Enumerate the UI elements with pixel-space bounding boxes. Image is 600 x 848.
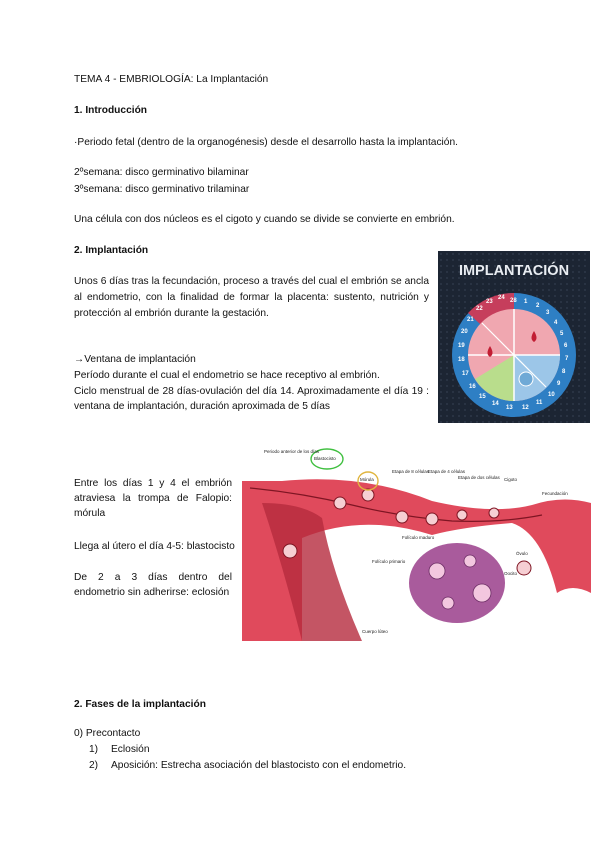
svg-text:22: 22 (476, 306, 483, 312)
paragraph: Una célula con dos núcleos es el cigoto y cuando se divide se convierte en embrión. (74, 214, 455, 225)
blastocyst-icon (283, 544, 297, 558)
embryo-icon (519, 372, 533, 386)
svg-text:7: 7 (565, 356, 569, 362)
list-text: Eclosión (111, 744, 150, 755)
svg-text:8: 8 (562, 369, 566, 375)
svg-text:3: 3 (546, 310, 550, 316)
list-item (89, 759, 406, 772)
svg-text:17: 17 (462, 371, 469, 377)
svg-text:2: 2 (536, 303, 540, 309)
svg-text:16: 16 (469, 384, 476, 390)
figure1-title: IMPLANTACIÓN (458, 263, 570, 279)
list-number: 2) (89, 760, 99, 771)
paragraph: 3ºsemana: disco germinativo trilaminar (74, 184, 250, 195)
svg-text:20: 20 (461, 329, 468, 335)
svg-text:19: 19 (458, 343, 465, 349)
svg-text:4: 4 (554, 320, 558, 326)
svg-text:24: 24 (498, 295, 505, 301)
svg-text:11: 11 (536, 400, 543, 406)
cell-stage-icon (396, 511, 408, 523)
figure-label: Cuerpo lúteo (362, 629, 388, 634)
morula-icon (362, 489, 374, 501)
figure-label: Cigoto (504, 477, 518, 482)
figure-label: Periodo anterior de los días (264, 449, 320, 454)
figure-label: Fecundación (542, 491, 568, 496)
svg-text:5: 5 (560, 331, 564, 337)
svg-text:13: 13 (506, 405, 513, 411)
figure-label: Óvulo (516, 551, 528, 556)
paragraph: De 2 a 3 días dentro del endometrio sin adherirse: eclosión (74, 572, 232, 598)
svg-text:12: 12 (522, 405, 529, 411)
paragraph: Unos 6 días tras la fecundación, proceso a través del cual el embrión se ancla al endometrio, con la finalidad de formar la placenta: sustento, nutrición y protección al embrión durante la gestación. (74, 276, 429, 319)
section-heading-intro: 1. Introducción (74, 105, 148, 116)
svg-text:9: 9 (557, 381, 561, 387)
figure-label: Folículo primario (372, 559, 406, 564)
cell-stage-icon (426, 513, 438, 525)
zygote-icon (489, 508, 499, 518)
svg-text:6: 6 (564, 343, 568, 349)
figure-label: Folículo maduro (402, 535, 435, 540)
ovary (409, 543, 505, 623)
paragraph: 0) Precontacto (74, 728, 141, 739)
paragraph: Ciclo menstrual de 28 días-ovulación del día 14. Aproximadamente el día 19 : ventana de implantación, duración aproximada de 5 días (74, 386, 429, 412)
figure-label: Mórula (360, 477, 374, 482)
implantation-cycle-figure (438, 251, 590, 423)
paragraph: 2ºsemana: disco germinativo bilaminar (74, 167, 249, 178)
list-item (89, 743, 150, 756)
cell-stage-icon (457, 510, 467, 520)
figure-label: Blastocisto (314, 456, 336, 461)
figure-label: Etapa de dos células (458, 475, 500, 480)
svg-text:15: 15 (479, 394, 486, 400)
paragraph: ·Periodo fetal (dentro de la organogénesis) desde el desarrollo hasta la implantación. (74, 137, 458, 148)
morula-icon (334, 497, 346, 509)
svg-text:10: 10 (548, 392, 555, 398)
subheading-window: →Ventana de implantación (74, 354, 196, 365)
list-text: Aposición: Estrecha asociación del blastocisto con el endometrio. (111, 760, 407, 771)
paragraph: Período durante el cual el endometrio se hace receptivo al embrión. (74, 370, 380, 381)
figure-label: Etapa de 4 células (428, 469, 466, 474)
paragraph: Llega al útero el día 4-5: blastocisto (74, 541, 235, 552)
figure-label: Oocito (504, 571, 518, 576)
uterus-diagram-figure (242, 443, 591, 641)
document-title: TEMA 4 - EMBRIOLOGÍA: La Implantación (74, 74, 269, 85)
svg-text:1: 1 (524, 299, 528, 305)
svg-text:23: 23 (486, 299, 493, 305)
svg-text:18: 18 (458, 357, 465, 363)
paragraph: Entre los días 1 y 4 el embrión atraviesa la trompa de Falopio: mórula (74, 478, 232, 519)
svg-text:14: 14 (492, 401, 499, 407)
section-heading-implantation: 2. Implantación (74, 245, 149, 256)
svg-text:28: 28 (510, 298, 517, 304)
section-heading-phases: 2. Fases de la implantación (74, 699, 206, 710)
ovum-icon (517, 561, 531, 575)
svg-text:21: 21 (467, 317, 474, 323)
list-number: 1) (89, 744, 99, 755)
figure-label: Etapa de 8 células (392, 469, 430, 474)
